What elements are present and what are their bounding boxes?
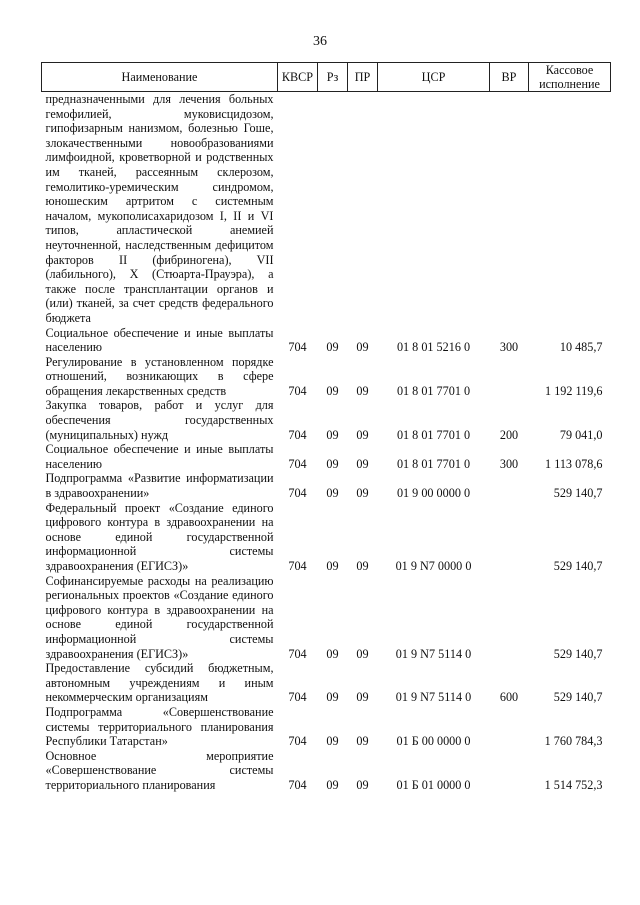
- row-csr: 01 9 N7 5114 0: [395, 646, 472, 661]
- budget-table: [41, 62, 611, 793]
- row-amount: 1 192 119,6: [545, 383, 603, 398]
- page-number: 36: [313, 34, 327, 49]
- row-rz: 09: [326, 383, 339, 398]
- row-csr: 01 8 01 7701 0: [396, 456, 471, 471]
- row-name: Регулирование в установленном порядке отношений, возникающих в сфере обращения лекарственных средств: [45, 354, 274, 398]
- row-csr: 01 8 01 7701 0: [396, 427, 471, 442]
- row-name: Закупка товаров, работ и услуг для обеспечения государственных (муниципальных) нужд: [45, 398, 274, 442]
- table-header-row: [42, 63, 611, 92]
- row-amount: 529 140,7: [553, 559, 603, 573]
- row-amount: 79 041,0: [559, 427, 603, 442]
- row-rz: 09: [326, 486, 339, 501]
- row-rz: 09: [326, 456, 339, 471]
- row-amount: 529 140,7: [553, 646, 603, 661]
- table-row: [42, 442, 611, 471]
- row-csr: 01 Б 00 0000 0: [396, 734, 471, 749]
- row-kvsr: 704: [288, 486, 307, 501]
- table-row: [42, 501, 611, 574]
- header-csr: ЦСР: [378, 63, 490, 92]
- row-vr: [490, 501, 529, 574]
- table-row: [42, 326, 611, 355]
- header-vr: ВР: [490, 63, 529, 92]
- row-rz: 09: [326, 559, 339, 573]
- table-row: [42, 398, 611, 442]
- row-vr: [490, 471, 529, 500]
- row-csr: 01 9 N7 5114 0: [395, 690, 472, 705]
- row-pr: 09: [356, 690, 369, 705]
- row-name: Социальное обеспечение и иные выплаты населению: [45, 325, 274, 355]
- continuation-row: [42, 92, 611, 326]
- row-amount: 529 140,7: [553, 690, 603, 705]
- row-name: Федеральный проект «Создание единого цифрового контура в здравоохранении на основе единой государственной информационной системы здравоохранения (ЕГИСЗ)»: [45, 500, 274, 573]
- table-row: [42, 705, 611, 749]
- row-amount: 1 113 078,6: [545, 456, 603, 471]
- header-pr: ПР: [348, 63, 378, 92]
- row-kvsr: 704: [288, 646, 307, 661]
- row-rz: 09: [326, 734, 339, 749]
- row-rz: 09: [326, 777, 339, 792]
- row-name: Софинансируемые расходы на реализацию региональных проектов «Создание единого цифрового контура в здравоохранении на основе единой государственной информационной системы здравоохранения (ЕГИСЗ)»: [45, 573, 274, 661]
- header-name: Наименование: [42, 63, 278, 92]
- row-kvsr: 704: [288, 427, 307, 442]
- row-kvsr: 704: [288, 456, 307, 471]
- row-vr: 200: [499, 427, 519, 442]
- row-pr: 09: [356, 340, 369, 355]
- row-pr: 09: [356, 486, 369, 501]
- row-name: Подпрограмма «Развитие информатизации в здравоохранении»: [45, 471, 274, 501]
- row-name: Основное мероприятие «Совершенствование системы территориального планирования: [45, 748, 274, 792]
- row-vr: 300: [499, 456, 519, 471]
- table-row: [42, 471, 611, 500]
- row-pr: 09: [356, 777, 369, 792]
- row-csr: 01 8 01 7701 0: [396, 383, 471, 398]
- row-vr: 600: [499, 690, 519, 705]
- row-vr: [490, 574, 529, 662]
- row-pr: 09: [356, 456, 369, 471]
- row-csr: 01 Б 01 0000 0: [396, 777, 471, 792]
- row-kvsr: 704: [288, 690, 307, 705]
- row-amount: 529 140,7: [553, 486, 603, 501]
- row-csr: 01 8 01 5216 0: [396, 340, 471, 355]
- table-row: [42, 661, 611, 705]
- row-rz: 09: [326, 646, 339, 661]
- row-kvsr: 704: [288, 383, 307, 398]
- row-rz: 09: [326, 427, 339, 442]
- row-pr: 09: [356, 559, 369, 573]
- row-csr: 01 9 N7 0000 0: [395, 559, 472, 573]
- row-amount: 1 760 784,3: [544, 734, 603, 749]
- row-pr: 09: [356, 734, 369, 749]
- row-name: Подпрограмма «Совершенствование системы территориального планирования Республики Татарстан»: [45, 704, 274, 749]
- row-pr: 09: [356, 427, 369, 442]
- row-pr: 09: [356, 646, 369, 661]
- row-vr: [490, 355, 529, 399]
- row-kvsr: 704: [288, 559, 307, 573]
- row-name: Предоставление субсидий бюджетным, автономным учреждениям и иным некоммерческим организациям: [45, 661, 274, 705]
- row-kvsr: 704: [288, 734, 307, 749]
- row-amount: 10 485,7: [559, 340, 603, 355]
- table-row: [42, 749, 611, 793]
- table-row: [42, 574, 611, 662]
- table-body: [42, 92, 611, 793]
- row-kvsr: 704: [288, 777, 307, 792]
- row-pr: 09: [356, 383, 369, 398]
- row-vr: 300: [499, 340, 519, 355]
- row-kvsr: 704: [288, 340, 307, 355]
- row-rz: 09: [326, 690, 339, 705]
- header-rz: Рз: [318, 63, 348, 92]
- row-rz: 09: [326, 340, 339, 355]
- row-vr: [490, 749, 529, 793]
- row-name: Социальное обеспечение и иные выплаты населению: [45, 442, 274, 471]
- header-amount: Кассовое исполнение: [529, 63, 611, 92]
- continuation-text: предназначенными для лечения больных гемофилией, муковисцидозом, гипофизарным нанизмом, болезнью Гоше, злокачественными новообразованиями лимфоидной, кроветворной и родственных им тканей, рассеянным склерозом, гемолитико-уремическим синдромом, юношеским артритом с системным началом, мукополисахаридозом I, II и VI типов, апластической анемией неуточненной, наследственным дефицитом факторов II (фибриногена), VII (лабильного), X (Стюарта-Прауэра), а также после трансплантации органов и (или) тканей, за счет средств федерального бюджета: [45, 92, 274, 325]
- table-row: [42, 355, 611, 399]
- header-kvsr: КВСР: [278, 63, 318, 92]
- row-csr: 01 9 00 0000 0: [396, 486, 471, 501]
- row-vr: [490, 705, 529, 749]
- row-amount: 1 514 752,3: [544, 777, 603, 792]
